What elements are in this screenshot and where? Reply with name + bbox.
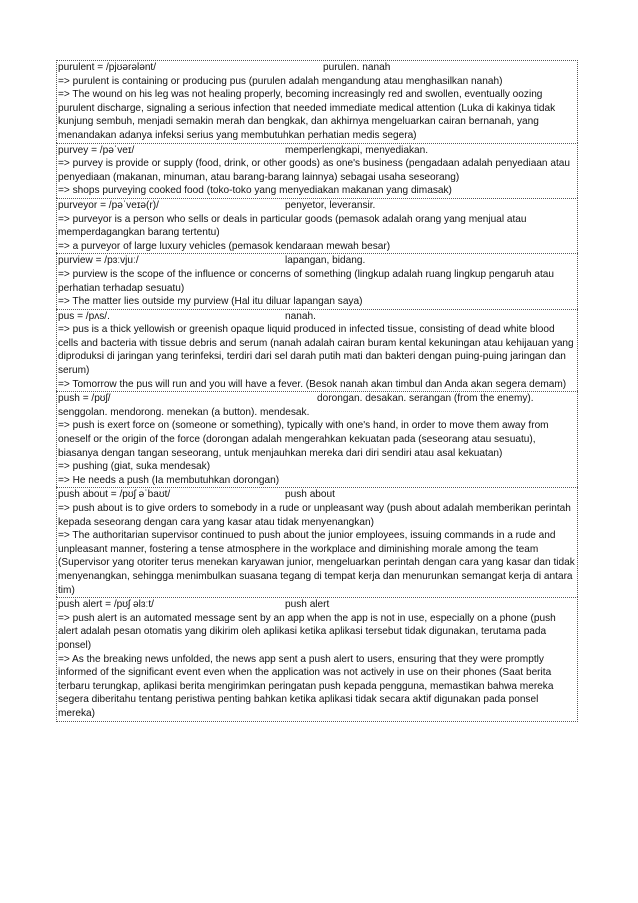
- entry-line: => The authoritarian supervisor continued to push about the junior employees, issuing commands in a rude and unpleasant manner, fostering a tense atmosphere in the workplace and diminishing morale among the team (Supervisor yang otoriter terus menekan karyawan junior, mengeluarkan perintah dengan cara yang kasar dan tidak menyenangkan, sehingga menimbulkan suasana tegang di tempat kerja dan menurunkan semangat kerja di antara tim): [58, 530, 575, 596]
- entry-header: [58, 488, 576, 502]
- dictionary-entry: [56, 597, 578, 721]
- entry-line: => pushing (giat, suka mendesak): [58, 461, 211, 473]
- dictionary-entry: [56, 391, 578, 487]
- entry-line: => purveyor is a person who sells or deals in particular goods (pemasok adalah orang yang menjual atau memperdagangkan barang tertentu): [58, 213, 527, 239]
- dictionary-entry: [56, 309, 578, 392]
- dictionary-entry: [56, 487, 578, 597]
- entry-header: [58, 199, 576, 213]
- entry-line: => a purveyor of large luxury vehicles (pemasok kendaraan mewah besar): [58, 240, 391, 252]
- entry-translation: push alert: [285, 599, 330, 611]
- entry-line: senggolan. mendorong. menekan (a button). mendesak.: [58, 406, 310, 418]
- entry-header: [58, 61, 576, 75]
- entry-line: => shops purveying cooked food (toko-toko yang menyediakan makanan yang dimasak): [58, 185, 452, 197]
- entry-translation: push about: [285, 489, 335, 501]
- entry-line: => push alert is an automated message sent by an app when the app is not in use, especially on a phone (push alert adalah pesan otomatis yang dikirim oleh aplikasi ketika aplikasi tersebut tidak digunakan, terutama pada ponsel): [58, 612, 556, 651]
- entry-line: => As the breaking news unfolded, the news app sent a push alert to users, ensuring that they were promptly informed of the significant event even when the application was not actively in use on their phones (Saat berita terbaru terungkap, aplikasi berita mengirimkan peringatan push kepada pengguna, memastikan bahwa mereka segera diberitahu tentang peristiwa penting bahkan ketika aplikasi tidak secara aktif digunakan pada ponsel mereka): [58, 653, 554, 719]
- entry-header: [58, 392, 576, 406]
- entry-line: => purulent is containing or producing pus (purulen adalah mengandung atau menghasilkan nanah): [58, 75, 503, 87]
- entry-term: purvey = /pəˈveɪ/: [58, 144, 135, 156]
- entry-term: purulent = /pjʊərələnt/: [58, 62, 157, 73]
- entry-line: => purview is the scope of the influence or concerns of something (lingkup adalah ruang lingkup pengaruh atau perhatian terhadap sesuatu): [58, 268, 555, 294]
- entry-line: => The wound on his leg was not healing properly, becoming increasingly red and swollen, eventually oozing purulent discharge, signaling a serious infection that needed immediate medical attention (Luka di kakinya tidak kunjung sembuh, menjadi semakin merah dan bengkak, dan akhirnya mengeluarkan cairan bernanah, yang menandakan adanya infeksi serius yang membutuhkan perhatian medis segera): [58, 89, 556, 141]
- entry-header: [58, 144, 576, 158]
- entry-translation: purulen. nanah: [323, 62, 391, 73]
- entry-translation: lapangan, bidang.: [285, 255, 366, 267]
- entry-line: => push about is to give orders to somebody in a rude or unpleasant way (push about adalah memberikan perintah kepada seseorang dengan cara yang kasar atau tidak menyenangkan): [58, 503, 571, 528]
- entry-line: => push is exert force on (someone or something), typically with one's hand, in order to move them away from oneself or the origin of the force (dorongan adalah mengerahkan kekuatan pada (seseorang atau sesuatu), biasanya dengan tangan seseorang, untuk menjauhkan mereka dari diri sendiri atau asal kekuatan): [58, 420, 549, 459]
- dictionary-entry: [56, 143, 578, 198]
- entry-line: => purvey is provide or supply (food, drink, or other goods) as one's business (pengadaan adalah penyediaan atau penyediaan (makanan, minuman, atau barang-barang lainnya) sebagai usaha seseorang): [58, 158, 570, 183]
- dictionary-entry: [56, 253, 578, 308]
- entry-term: push alert = /pʊʃ əlɜːt/: [58, 599, 154, 611]
- dictionary-entry: [56, 60, 578, 143]
- entry-term: pus = /pʌs/.: [58, 310, 110, 322]
- entry-translation: dorongan. desakan. serangan (from the enemy).: [317, 393, 534, 405]
- entry-line: => Tomorrow the pus will run and you will have a fever. (Besok nanah akan timbul dan Anda akan segera demam): [58, 378, 567, 390]
- entry-term: purview = /pɜːvjuː/: [58, 255, 139, 267]
- entry-term: push about = /pʊʃ əˈbaʊt/: [58, 489, 171, 501]
- dictionary-entry: [56, 198, 578, 253]
- entry-translation: nanah.: [285, 310, 316, 322]
- entry-translation: memperlengkapi, menyediakan.: [285, 144, 429, 156]
- dictionary-document: [56, 60, 578, 722]
- entry-header: [58, 310, 576, 324]
- entry-term: purveyor = /pəˈveɪə(r)/: [58, 199, 159, 211]
- entry-header: [58, 598, 576, 612]
- entry-header: [58, 254, 576, 268]
- entry-line: => He needs a push (Ia membutuhkan dorongan): [58, 474, 280, 486]
- entry-line: => pus is a thick yellowish or greenish opaque liquid produced in infected tissue, consisting of dead white blood cells and bacteria with tissue debris and serum (nanah adalah cairan buram kental kekuningan atau kehijauan yang diproduksi di jaringan yang terinfeksi, terdiri dari sel darah putih mati dan bakteri dengan puing-puing jaringan dan serum): [58, 324, 574, 377]
- entry-translation: penyetor, leveransir.: [285, 199, 376, 211]
- entry-line: => The matter lies outside my purview (Hal itu diluar lapangan saya): [58, 296, 363, 308]
- entry-term: push = /pʊʃ/: [58, 393, 111, 405]
